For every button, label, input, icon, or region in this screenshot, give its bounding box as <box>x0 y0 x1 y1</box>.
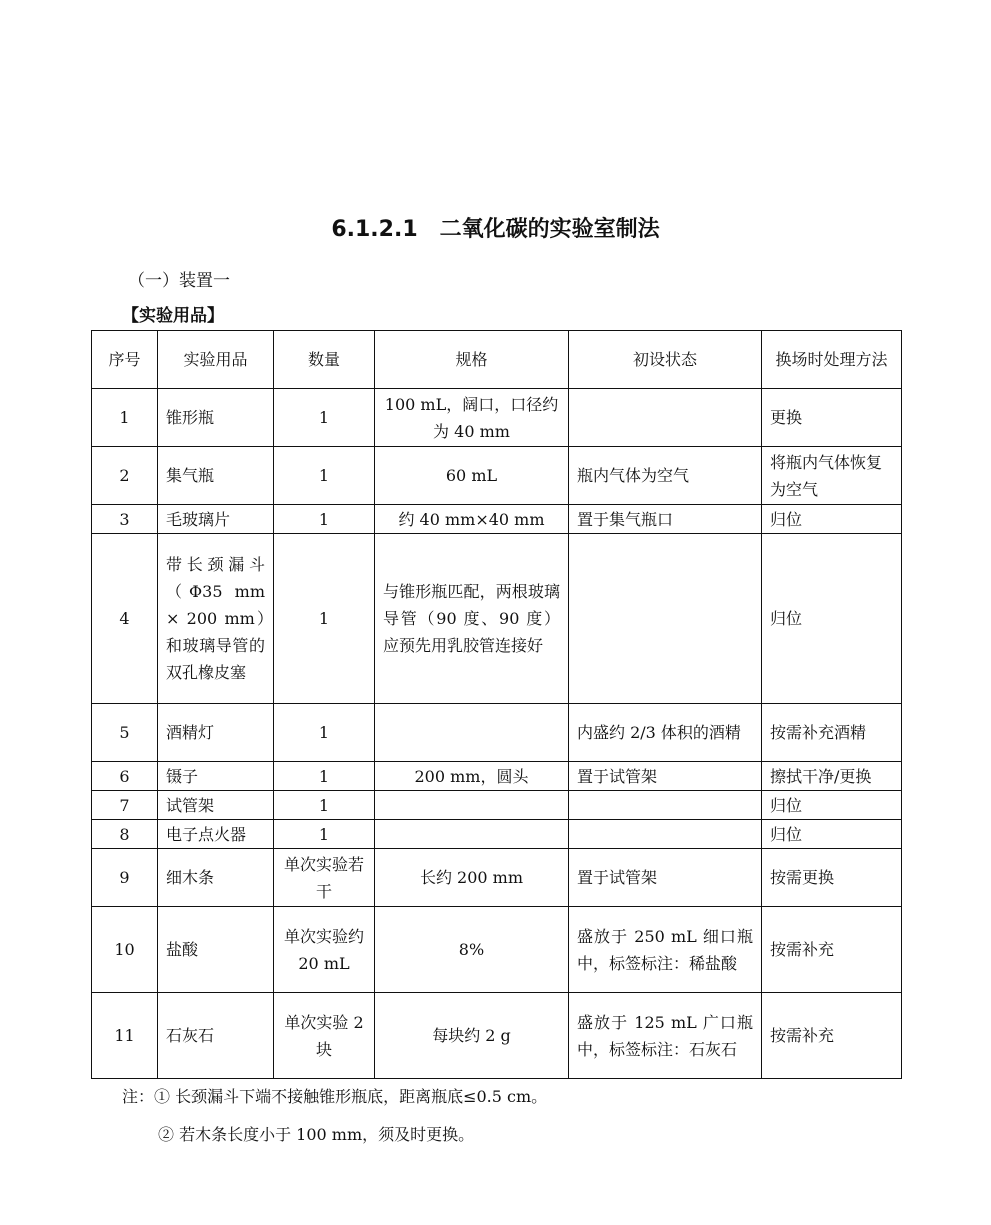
cell-changeover: 归位 <box>762 505 902 534</box>
cell-quantity: 单次实验约 20 mL <box>274 907 375 993</box>
cell-changeover: 更换 <box>762 389 902 447</box>
cell-spec: 200 mm，圆头 <box>375 762 569 791</box>
cell-item: 电子点火器 <box>158 820 274 849</box>
note-2: ② 若木条长度小于 100 mm，须及时更换。 <box>158 1125 475 1144</box>
materials-label: 【实验用品】 <box>122 306 224 326</box>
header-item: 实验用品 <box>158 331 274 389</box>
cell-spec <box>375 704 569 762</box>
cell-spec: 100 mL，阔口，口径约为 40 mm <box>375 389 569 447</box>
cell-initial-state: 置于集气瓶口 <box>569 505 762 534</box>
cell-changeover: 按需补充 <box>762 907 902 993</box>
cell-item: 酒精灯 <box>158 704 274 762</box>
cell-item: 盐酸 <box>158 907 274 993</box>
cell-index: 5 <box>92 704 158 762</box>
cell-changeover: 擦拭干净/更换 <box>762 762 902 791</box>
cell-quantity: 1 <box>274 505 375 534</box>
cell-index: 3 <box>92 505 158 534</box>
cell-item: 细木条 <box>158 849 274 907</box>
table-row <box>92 704 902 762</box>
table-row <box>92 791 902 820</box>
cell-initial-state: 置于试管架 <box>569 762 762 791</box>
notes <box>122 1078 547 1154</box>
table-row <box>92 505 902 534</box>
table-row <box>92 762 902 791</box>
cell-index: 1 <box>92 389 158 447</box>
materials-table <box>91 330 902 1079</box>
cell-spec: 长约 200 mm <box>375 849 569 907</box>
cell-spec <box>375 791 569 820</box>
table-row <box>92 534 902 704</box>
cell-index: 6 <box>92 762 158 791</box>
cell-quantity: 1 <box>274 447 375 505</box>
note-1: 注：① 长颈漏斗下端不接触锥形瓶底，距离瓶底≤0.5 cm。 <box>122 1087 548 1106</box>
table-row <box>92 849 902 907</box>
cell-quantity: 1 <box>274 704 375 762</box>
cell-initial-state: 盛放于 125 mL 广口瓶中，标签标注：石灰石 <box>569 993 762 1079</box>
cell-changeover: 按需补充酒精 <box>762 704 902 762</box>
device-subheading: （一）装置一 <box>128 271 230 291</box>
table-row <box>92 447 902 505</box>
cell-changeover: 按需更换 <box>762 849 902 907</box>
cell-spec: 每块约 2 g <box>375 993 569 1079</box>
cell-quantity: 1 <box>274 762 375 791</box>
cell-index: 7 <box>92 791 158 820</box>
cell-changeover: 按需补充 <box>762 993 902 1079</box>
section-number: 6.1.2.1 <box>331 217 418 242</box>
cell-initial-state <box>569 820 762 849</box>
cell-initial-state: 置于试管架 <box>569 849 762 907</box>
cell-initial-state <box>569 389 762 447</box>
cell-index: 11 <box>92 993 158 1079</box>
cell-quantity: 1 <box>274 791 375 820</box>
header-spec: 规格 <box>375 331 569 389</box>
page-title <box>0 212 991 243</box>
cell-quantity: 1 <box>274 534 375 704</box>
cell-initial-state: 瓶内气体为空气 <box>569 447 762 505</box>
cell-spec: 60 mL <box>375 447 569 505</box>
cell-spec: 8% <box>375 907 569 993</box>
table-row <box>92 820 902 849</box>
cell-initial-state <box>569 534 762 704</box>
section-title: 二氧化碳的实验室制法 <box>439 217 660 242</box>
cell-item: 锥形瓶 <box>158 389 274 447</box>
cell-quantity: 单次实验 2 块 <box>274 993 375 1079</box>
table-row <box>92 993 902 1079</box>
cell-spec <box>375 820 569 849</box>
cell-changeover: 归位 <box>762 534 902 704</box>
header-changeover: 换场时处理方法 <box>762 331 902 389</box>
table-row <box>92 907 902 993</box>
cell-quantity: 1 <box>274 820 375 849</box>
cell-quantity: 单次实验若干 <box>274 849 375 907</box>
cell-index: 8 <box>92 820 158 849</box>
header-quantity: 数量 <box>274 331 375 389</box>
cell-changeover: 归位 <box>762 820 902 849</box>
cell-quantity: 1 <box>274 389 375 447</box>
table-header-row <box>92 331 902 389</box>
cell-item: 毛玻璃片 <box>158 505 274 534</box>
cell-initial-state <box>569 791 762 820</box>
cell-item: 试管架 <box>158 791 274 820</box>
cell-index: 4 <box>92 534 158 704</box>
header-initial-state: 初设状态 <box>569 331 762 389</box>
table-row <box>92 389 902 447</box>
cell-item: 集气瓶 <box>158 447 274 505</box>
cell-initial-state: 内盛约 2/3 体积的酒精 <box>569 704 762 762</box>
cell-spec: 与锥形瓶匹配，两根玻璃导管（90 度、90 度）应预先用乳胶管连接好 <box>375 534 569 704</box>
cell-changeover: 归位 <box>762 791 902 820</box>
header-index: 序号 <box>92 331 158 389</box>
cell-item: 镊子 <box>158 762 274 791</box>
cell-index: 10 <box>92 907 158 993</box>
cell-spec: 约 40 mm×40 mm <box>375 505 569 534</box>
cell-item: 带长颈漏斗（Φ35 mm × 200 mm）和玻璃导管的双孔橡皮塞 <box>158 534 274 704</box>
cell-index: 9 <box>92 849 158 907</box>
cell-initial-state: 盛放于 250 mL 细口瓶中，标签标注：稀盐酸 <box>569 907 762 993</box>
cell-index: 2 <box>92 447 158 505</box>
cell-item: 石灰石 <box>158 993 274 1079</box>
cell-changeover: 将瓶内气体恢复为空气 <box>762 447 902 505</box>
